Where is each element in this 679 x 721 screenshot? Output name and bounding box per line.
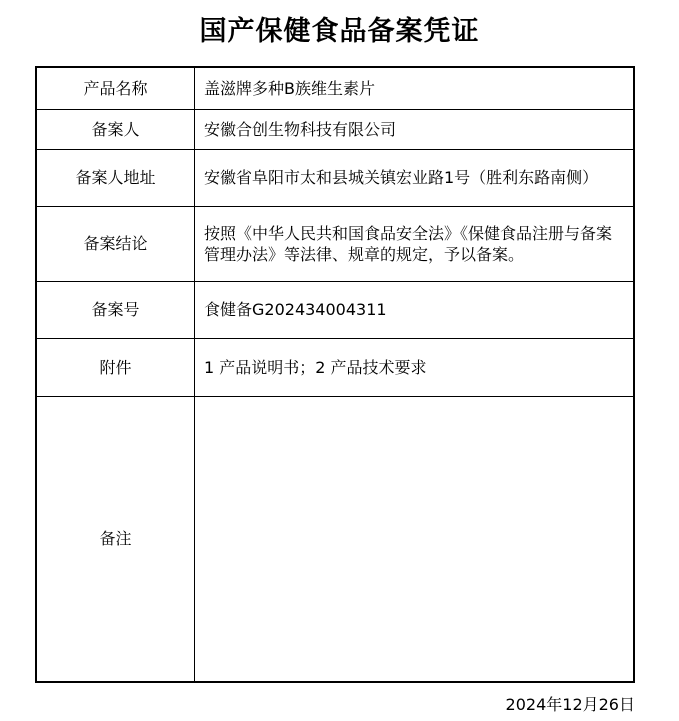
value-attachments: 1 产品说明书；2 产品技术要求 — [195, 338, 635, 396]
value-record-number: 食健备G202434004311 — [195, 281, 635, 338]
value-filer: 安徽合创生物科技有限公司 — [195, 109, 635, 149]
label-attachments: 附件 — [36, 338, 195, 396]
label-product-name: 产品名称 — [36, 67, 195, 109]
row-filer-address — [36, 149, 634, 206]
row-record-number — [36, 281, 634, 338]
label-conclusion: 备案结论 — [36, 206, 195, 281]
value-conclusion: 按照《中华人民共和国食品安全法》《保健食品注册与备案管理办法》等法律、规章的规定，予以备案。 — [195, 206, 635, 281]
value-filer-address: 安徽省阜阳市太和县城关镇宏业路1号（胜利东路南侧） — [195, 149, 635, 206]
row-attachments — [36, 338, 634, 396]
row-conclusion — [36, 206, 634, 281]
label-record-number: 备案号 — [36, 281, 195, 338]
label-filer-address: 备案人地址 — [36, 149, 195, 206]
label-filer: 备案人 — [36, 109, 195, 149]
issue-date: 2024年12月26日 — [505, 695, 635, 714]
row-product-name — [36, 67, 634, 109]
value-remarks — [195, 396, 635, 682]
row-filer — [36, 109, 634, 149]
label-remarks: 备注 — [36, 396, 195, 682]
value-product-name: 盖滋牌多种B族维生素片 — [195, 67, 635, 109]
document-title: 国产保健食品备案凭证 — [199, 16, 480, 47]
record-table — [35, 66, 635, 683]
row-remarks — [36, 396, 634, 682]
